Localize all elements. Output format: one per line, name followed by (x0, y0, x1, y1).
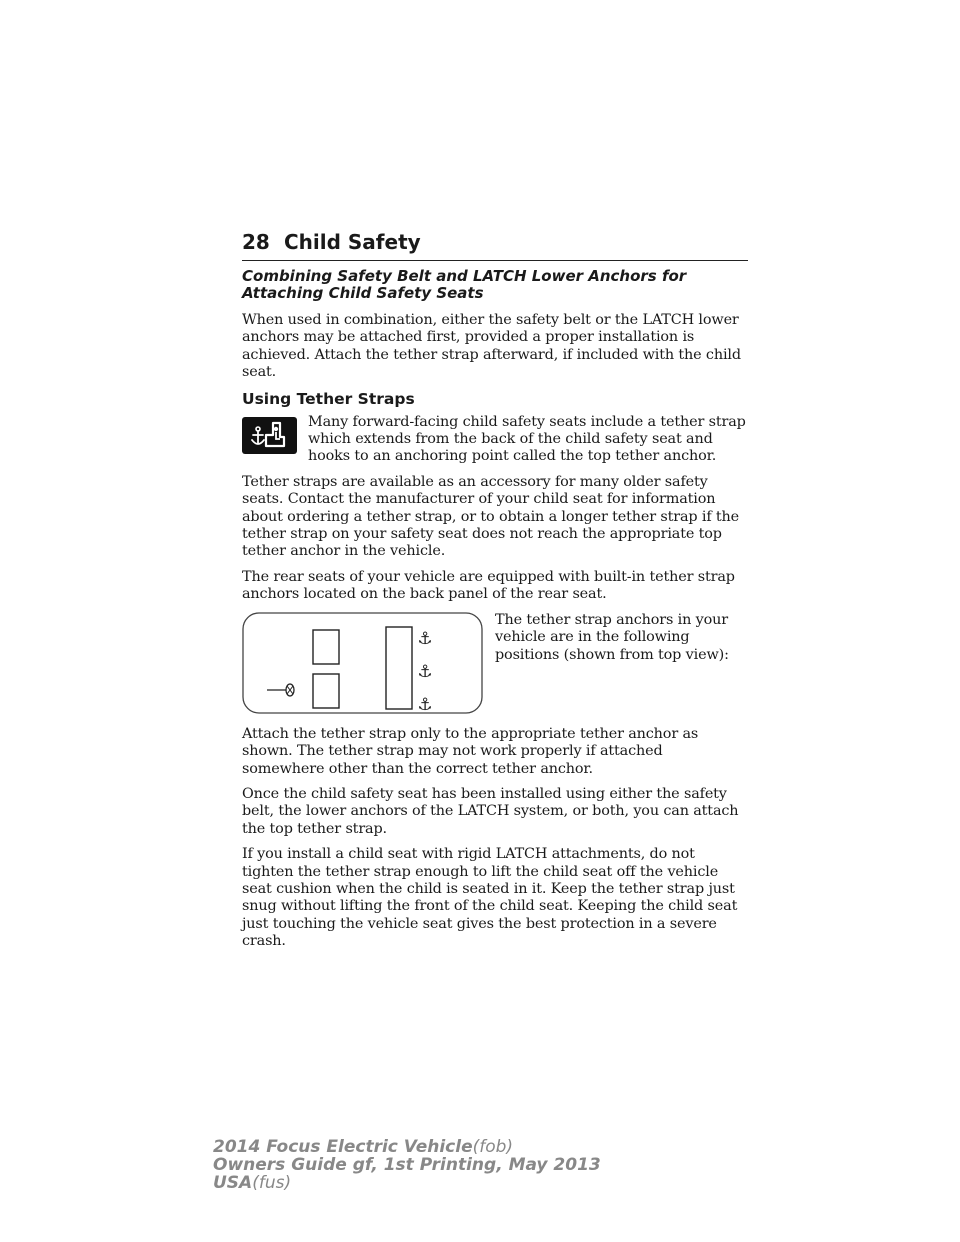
anchor-position-diagram (242, 612, 484, 716)
rear-seats-paragraph: The rear seats of your vehicle are equipped with built-in tether strap anchors located on the back panel of the rear seat. (242, 568, 735, 603)
footer-region-code: (fus) (252, 1173, 292, 1193)
page-content (242, 268, 748, 959)
anchor-symbol-bottom: ⚓ (417, 694, 433, 715)
page-number: 28 (242, 230, 270, 254)
child-seat-tether-icon (242, 417, 297, 454)
tether-intro-paragraph: Many forward-facing child safety seats include a tether strap which extends from the back of the child safety seat and hooks to an anchoring point called the top tether anchor. (308, 413, 746, 465)
page-footer (213, 1138, 601, 1192)
footer-vehicle: 2014 Focus Electric Vehicle (213, 1137, 473, 1157)
once-installed-paragraph: Once the child safety seat has been installed using either the safety belt, the lower anchors of the LATCH system, or both, you can attach the top tether strap. (242, 785, 739, 837)
anchor-diagram-row (242, 612, 748, 716)
attach-paragraph: Attach the tether strap only to the appropriate tether anchor as shown. The tether strap may not work properly if attached somewhere other than the correct tether anchor. (242, 725, 699, 777)
tether-intro-row (242, 414, 748, 466)
footer-vehicle-code: (fob) (472, 1137, 514, 1157)
tether-heading: Using Tether Straps (242, 389, 415, 408)
footer-guide: Owners Guide gf, 1st Printing, May 2013 (213, 1155, 601, 1175)
combining-paragraph: When used in combination, either the safety belt or the LATCH lower anchors may be attached first, provided a proper installation is achieved. Attach the tether strap afterward, if included with the child seat. (242, 312, 741, 381)
combining-heading: Combining Safety Belt and LATCH Lower Anchors for Attaching Child Safety Seats (242, 267, 687, 302)
footer-region: USA (213, 1173, 253, 1193)
anchor-symbol-middle: ⚓ (417, 661, 433, 682)
accessory-paragraph: Tether straps are available as an accessory for many older safety seats. Contact the manufacturer of your child seat for information about ordering a tether strap, or to obtain a longer tether strap if the tether strap on your safety seat does not reach the appropriate top tether anchor in the vehicle. (242, 473, 740, 560)
rigid-latch-paragraph: If you install a child seat with rigid LATCH attachments, do not tighten the tether strap enough to lift the child seat off the vehicle seat cushion when the child is seated in it. Keep the tether strap just snug without lifting the front of the child seat. Keeping the child seat just touching the vehicle seat gives the best protection in a severe crash. (242, 846, 738, 950)
anchor-symbol-top: ⚓ (417, 628, 433, 649)
anchor-positions-paragraph: The tether strap anchors in your vehicle are in the following positions (shown from top view): (495, 611, 729, 663)
page-header (242, 230, 748, 261)
section-title: Child Safety (284, 230, 421, 254)
